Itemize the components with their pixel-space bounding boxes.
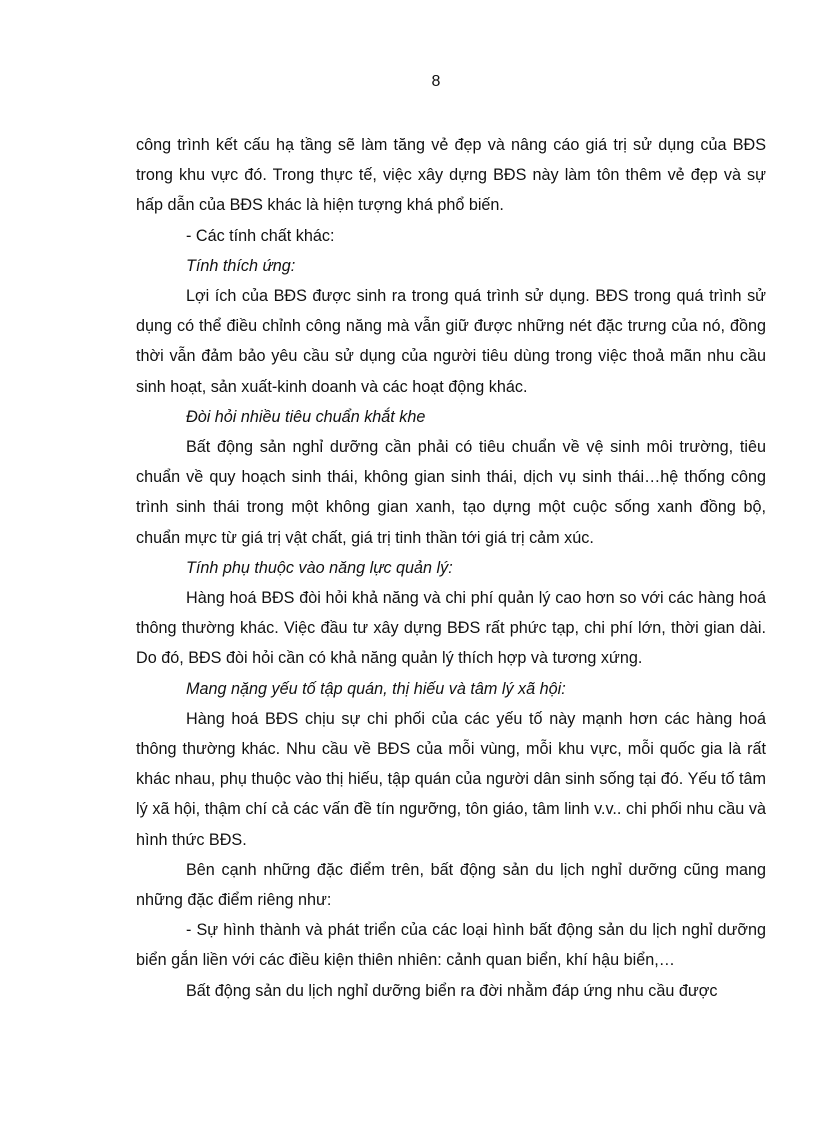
heading-management-dependency: Tính phụ thuộc vào năng lực quản lý: xyxy=(186,558,453,577)
body-text xyxy=(136,130,766,1006)
paragraph-adaptability: Lợi ích của BĐS được sinh ra trong quá trình sử dụng. BĐS trong quá trình sử dụng có thể điều chỉnh công năng mà vẫn giữ được những nét đặc trưng của nó, đồng thời vẫn đảm bảo yêu cầu sử dụng của người tiêu dùng trong việc thoả mãn nhu cầu sinh hoạt, sản xuất-kinh doanh và các hoạt động khác. xyxy=(136,287,766,396)
heading-social-psychology: Mang nặng yếu tố tập quán, thị hiếu và tâm lý xã hội: xyxy=(186,679,566,698)
paragraph-special-features: Bên cạnh những đặc điểm trên, bất động sản du lịch nghỉ dưỡng cũng mang những đặc điểm riêng như: xyxy=(136,860,766,910)
bullet-other-properties: - Các tính chất khác: xyxy=(186,226,335,245)
paragraph-strict-standards: Bất động sản nghỉ dưỡng cần phải có tiêu chuẩn về vệ sinh môi trường, tiêu chuẩn về quy hoạch sinh thái, không gian sinh thái, dịch vụ sinh thái…hệ thống công trình sinh thái trong một không gian xanh, tạo dựng một cuộc sống xanh đồng bộ, chuẩn mực từ giá trị vật chất, giá trị tinh thần tới giá trị cảm xúc. xyxy=(136,438,766,547)
page-number: 8 xyxy=(431,73,441,90)
heading-strict-standards: Đòi hỏi nhiều tiêu chuẩn khắt khe xyxy=(186,407,426,426)
paragraph-management-dependency: Hàng hoá BĐS đòi hỏi khả năng và chi phí quản lý cao hơn so với các hàng hoá thông thường khác. Việc đầu tư xây dựng BĐS rất phức tạp, chi phí lớn, thời gian dài. Do đó, BĐS đòi hỏi cần có khả năng quản lý thích hợp và tương xứng. xyxy=(136,589,766,668)
paragraph-social-psychology: Hàng hoá BĐS chịu sự chi phối của các yếu tố này mạnh hơn các hàng hoá thông thường khác. Nhu cầu về BĐS của mỗi vùng, mỗi khu vực, mỗi quốc gia là rất khác nhau, phụ thuộc vào thị hiếu, tập quán của người dân sinh sống tại đó. Yếu tố tâm lý xã hội, thậm chí cả các vấn đề tín ngưỡng, tôn giáo, tâm linh v.v.. chi phối nhu cầu và hình thức BĐS. xyxy=(136,709,766,849)
paragraph-continuation: công trình kết cấu hạ tầng sẽ làm tăng vẻ đẹp và nâng cáo giá trị sử dụng của BĐS trong khu vực đó. Trong thực tế, việc xây dựng BĐS này làm tôn thêm vẻ đẹp và sự hấp dẫn của BĐS khác là hiện tượng khá phổ biến. xyxy=(136,136,766,215)
heading-adaptability: Tính thích ứng: xyxy=(186,256,296,275)
paragraph-demand-start: Bất động sản du lịch nghỉ dưỡng biển ra đời nhằm đáp ứng nhu cầu được xyxy=(186,981,718,1000)
paragraph-natural-conditions: - Sự hình thành và phát triển của các loại hình bất động sản du lịch nghỉ dưỡng biển gắn liền với các điều kiện thiên nhiên: cảnh quan biển, khí hậu biển,… xyxy=(136,921,766,970)
